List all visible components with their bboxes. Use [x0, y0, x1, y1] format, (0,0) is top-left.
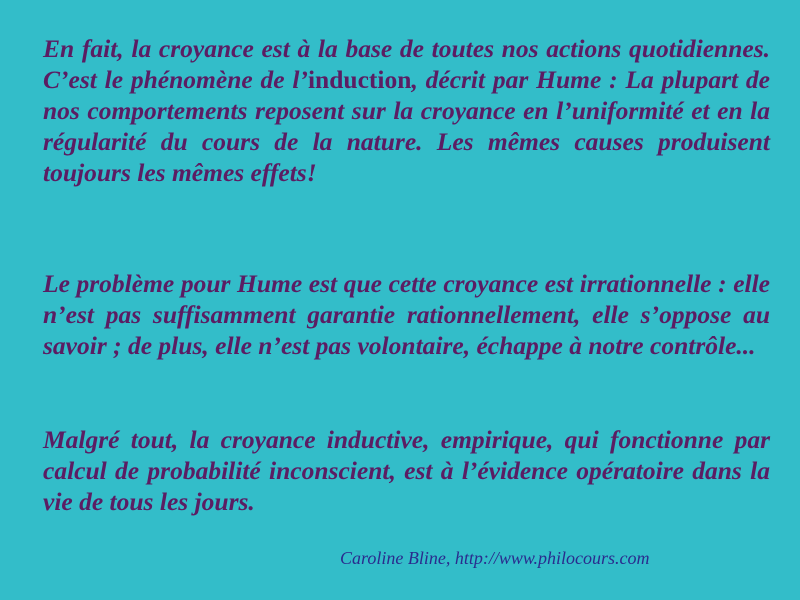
paragraph-inductive-belief: Malgré tout, la croyance inductive, empirique, qui fonctionne par calcul de probabilité inconscient, est à l’évidence opératoire dans la vie de tous les jours. — [43, 425, 770, 516]
paragraph-induction — [43, 33, 770, 188]
paragraph-1-before: En fait, la croyance est à la base de toutes nos actions quotidiennes. C’est le phénomène de l’ — [43, 34, 770, 94]
author-credit: Caroline Bline, http://www.philocours.com — [340, 548, 650, 568]
induction-term: induction — [307, 65, 412, 94]
paragraph-1-after: , décrit par Hume : La plupart de nos comportements reposent sur la croyance en l’uniformité et en la régularité du cours de la nature. Les mêmes causes produisent toujours les mêmes effets! — [43, 65, 770, 187]
paragraph-irrational-belief: Le problème pour Hume est que cette croyance est irrationnelle : elle n’est pas suffisamment garantie rationnellement, elle s’oppose au savoir ; de plus, elle n’est pas volontaire, échappe à notre contrôle... — [43, 269, 770, 360]
